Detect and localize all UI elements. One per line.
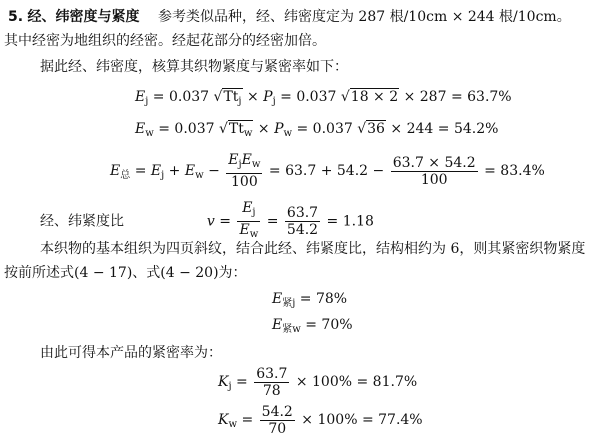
intro-text: 据此经、纬密度，核算其织物紧度与紧密率如下： xyxy=(40,59,348,75)
kw-k: K xyxy=(218,412,229,428)
equation-etotal xyxy=(110,152,545,194)
etotal-f2-numerator: 63.7 × 54.2 xyxy=(392,154,476,171)
tight-j-e: E xyxy=(272,291,283,307)
para2-line2: 按前所述式(4 − 17)、式(4 − 20)为： xyxy=(4,265,247,281)
ratio-eq2: = xyxy=(266,213,283,230)
etotal-minus: − xyxy=(203,163,225,179)
kw-denominator: 70 xyxy=(268,420,287,437)
ew-coefficient: = 0.037 xyxy=(158,121,219,137)
ej-tt: Tt xyxy=(223,89,239,105)
kj-line xyxy=(218,364,417,405)
equation-ew: $E_w = 0.037$ $√Tt_w \times P_w = 0.037$ √36 × 244 = 54.2% xyxy=(135,121,499,139)
f1-ew: E xyxy=(241,152,252,168)
kw-fraction xyxy=(260,404,295,437)
kj-denominator: 78 xyxy=(262,382,281,399)
f1-ej: E xyxy=(228,152,239,168)
ew-rad-value: 36 xyxy=(367,121,385,137)
f1-ej-sub: j xyxy=(238,159,242,170)
ratio-eq: = xyxy=(214,213,236,230)
etotal-result: = 83.4% xyxy=(484,163,545,179)
ew-p-sub: w xyxy=(283,128,293,139)
etotal-mid: = 63.7 + 54.2 − xyxy=(268,163,389,179)
ew-tt: Tt xyxy=(228,121,244,137)
para3-text: 由此可得本产品的紧密率为： xyxy=(40,345,222,361)
ratio-fraction-numeric xyxy=(285,205,320,238)
etotal-f1-numerator xyxy=(226,152,262,174)
ratio-label: 经、纬紧度比 xyxy=(40,213,124,230)
ratio-den2: 54.2 xyxy=(286,222,319,238)
kj-sub: j xyxy=(228,381,232,392)
ratio-num-sub: j xyxy=(252,207,256,218)
etotal-ej-sub: j xyxy=(161,170,165,181)
etotal-ew-sub: w xyxy=(195,170,204,181)
tight-j-sub: 紧j xyxy=(282,298,296,309)
ej-subscript: j xyxy=(145,96,149,107)
kj-fraction xyxy=(254,366,289,399)
ej-p: P xyxy=(263,89,273,105)
ew-p: P xyxy=(274,121,284,137)
ew-result: × 244 = 54.2% xyxy=(385,121,499,137)
section-number: 5. xyxy=(8,9,24,25)
ew-times: × xyxy=(253,121,275,137)
kj-result: × 100% = 81.7% xyxy=(295,374,418,390)
ej-radical xyxy=(222,88,242,105)
ratio-den-e: E xyxy=(239,222,250,238)
ew-tt-sub: w xyxy=(243,128,253,139)
etotal-symbol: E xyxy=(110,163,121,179)
tight-j-line xyxy=(272,290,347,313)
etotal-fraction-numeric xyxy=(391,155,478,188)
section-heading-line xyxy=(8,8,571,26)
heading-line2: 其中经密为地组织的经密。经起花部分的经密加倍。 xyxy=(4,33,326,49)
section-title: 经、纬密度与紧度 xyxy=(27,9,140,25)
etotal-plus: + xyxy=(164,163,185,179)
etotal-eq: = xyxy=(134,163,151,179)
kj-eq: = xyxy=(231,374,253,390)
f1-ew-sub: w xyxy=(251,159,261,170)
ej-p-sub: j xyxy=(272,96,276,107)
equation-ej: $E_j = 0.037$ $√Tt_j \times P_j = 0.037$ √18 × 2 × 287 = 63.7% xyxy=(135,89,512,107)
ratio-result: = 1.18 xyxy=(326,213,374,230)
ej-mid: = 0.037 xyxy=(275,89,341,105)
ej-tt-sub: j xyxy=(238,96,242,107)
para2-line1: 本织物的基本组织为四页斜纹，结合此经、纬紧度比，结构相约为 6，则其紧密织物紧度 xyxy=(40,241,586,257)
ew-symbol: E xyxy=(135,121,146,137)
ratio-fraction-symbolic xyxy=(237,200,260,243)
tight-w-sub: 紧w xyxy=(282,324,301,335)
etotal-fraction-symbolic xyxy=(226,152,262,190)
ej-coefficient: = 0.037 xyxy=(152,89,214,105)
ej-result: × 287 = 63.7% xyxy=(399,89,512,105)
etotal-ej: E xyxy=(150,163,162,179)
ratio-line xyxy=(40,200,374,243)
etotal-subscript: 总 xyxy=(120,170,131,181)
etotal-f1-denominator: 100 xyxy=(231,174,258,190)
ej-symbol: E xyxy=(135,89,146,105)
tight-w-line xyxy=(272,316,353,339)
ej-times: × xyxy=(242,89,264,105)
kj-numerator: 63.7 xyxy=(256,365,288,382)
tight-w-e: E xyxy=(272,317,283,333)
ratio-v: v xyxy=(206,213,215,230)
kw-result: × 100% = 77.4% xyxy=(301,412,423,428)
ew-mid: = 0.037 xyxy=(292,121,358,137)
tight-w-value: = 70% xyxy=(300,317,353,333)
etotal-ew: E xyxy=(184,163,196,179)
ew-subscript: w xyxy=(145,128,154,139)
kw-eq: = xyxy=(237,412,258,428)
ratio-num-e: E xyxy=(242,200,253,216)
ratio-numerator xyxy=(237,200,260,222)
tight-j-value: = 78% xyxy=(295,291,348,307)
kw-numerator: 54.2 xyxy=(261,403,293,420)
heading-text: 参考类似品种，经、纬密度定为 287 根/10cm × 244 根/10cm。 xyxy=(157,9,571,25)
etotal-f2-denominator: 100 xyxy=(420,171,448,188)
kw-line xyxy=(218,402,423,443)
ratio-num2: 63.7 xyxy=(286,205,319,221)
ew-radical xyxy=(228,120,254,137)
kj-k: K xyxy=(218,374,229,390)
kw-sub: w xyxy=(228,419,238,430)
ej-rad-value: 18 × 2 xyxy=(350,89,399,105)
ratio-den-sub: w xyxy=(249,229,259,240)
